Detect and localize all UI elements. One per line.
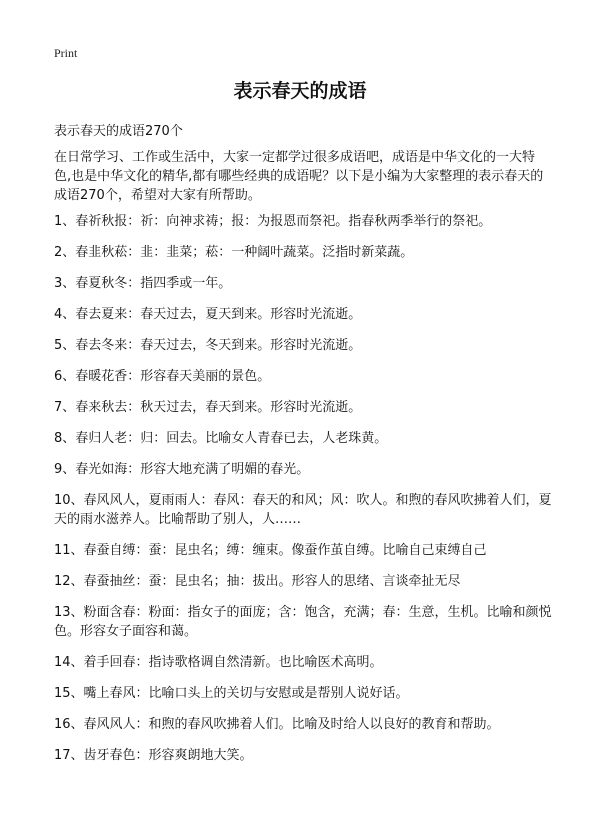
list-item: 12、春蚕抽丝：蚕：昆虫名；抽：拔出。形容人的思绪、言谈牵扯无尽 [54,574,461,589]
list-item: 11、春蚕自缚：蚕：昆虫名；缚：缠束。像蚕作茧自缚。比喻自己束缚自己 [54,543,487,558]
print-link[interactable]: Print [54,46,78,60]
intro-paragraph: 在日常学习、工作或生活中，大家一定都学过很多成语吧，成语是中华文化的一大特色,也是中华文化的精华,都有哪些经典的成语呢？以下是小编为大家整理的表示春天的成语270个，希望对大家有所帮助。 [54,150,544,203]
list-item: 2、春韭秋菘：韭：韭菜；菘：一种阔叶蔬菜。泛指时新菜蔬。 [54,245,414,260]
list-item: 14、着手回春：指诗歌格调自然清新。也比喻医术高明。 [54,655,383,670]
list-item: 5、春去冬来：春天过去，冬天到来。形容时光流逝。 [54,338,362,353]
list-item: 13、粉面含春：粉面：指女子的面庞；含：饱含，充满；春：生意，生机。比喻和颜悦色。形容女子面容和蔼。 [54,605,552,639]
list-item: 1、春祈秋报：祈：向神求祷；报：为报恩而祭祀。指春秋两季举行的祭祀。 [54,214,492,229]
list-item: 10、春风风人，夏雨雨人：春风：春天的和风；风：吹人。和煦的春风吹拂着人们，夏天的雨水滋养人。比喻帮助了别人，人…… [54,493,552,527]
list-item: 6、春暖花香：形容春天美丽的景色。 [54,369,271,384]
idiom-list [54,212,554,777]
list-item: 17、齿牙春色：形容爽朗地大笑。 [54,748,253,763]
page-title: 表示春天的成语 [233,80,367,102]
list-item: 4、春去夏来：春天过去，夏天到来。形容时光流逝。 [54,307,362,322]
list-item: 15、嘴上春风：比喻口头上的关切与安慰或是帮别人说好话。 [54,686,409,701]
document-subtitle: 表示春天的成语270个 [54,124,183,139]
list-item: 3、春夏秋冬：指四季或一年。 [54,276,232,291]
list-item: 8、春归人老：归：回去。比喻女人青春已去，人老珠黄。 [54,431,388,446]
list-item: 16、春风风人：和煦的春风吹拂着人们。比喻及时给人以良好的教育和帮助。 [54,717,500,732]
list-item: 9、春光如海：形容大地充满了明媚的春光。 [54,462,310,477]
list-item: 7、春来秋去：秋天过去，春天到来。形容时光流逝。 [54,400,362,415]
